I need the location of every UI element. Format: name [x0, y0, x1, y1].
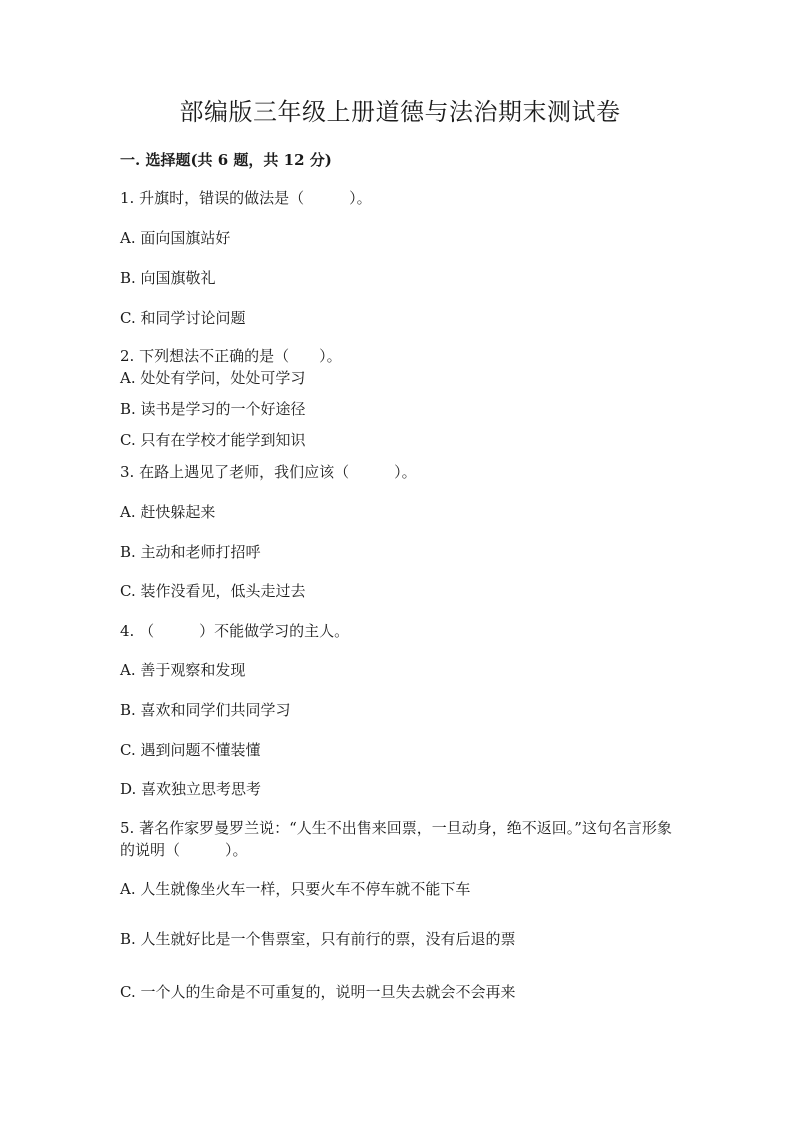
question-5-option-a: A. 人生就像坐火车一样，只要火车不停车就不能下车	[120, 880, 471, 898]
question-2-option-c: C. 只有在学校才能学到知识	[120, 431, 306, 449]
question-1-option-a: A. 面向国旗站好	[120, 229, 231, 247]
question-3-stem: 3. 在路上遇见了老师，我们应该（ ）。	[120, 463, 417, 481]
question-4-option-d: D. 喜欢独立思考思考	[120, 780, 262, 798]
question-3-option-b: B. 主动和老师打招呼	[120, 543, 261, 561]
question-2-option-a: A. 处处有学问，处处可学习	[120, 369, 306, 387]
question-4-option-c: C. 遇到问题不懂装懂	[120, 741, 261, 759]
question-5-option-c: C. 一个人的生命是不可重复的，说明一旦失去就会不会再来	[120, 983, 516, 1001]
question-4-option-b: B. 喜欢和同学们共同学习	[120, 701, 291, 719]
question-5-stem: 5. 著名作家罗曼罗兰说：“人生不出售来回票，一旦动身，绝不返回。”这句名言形象的说明（ ）。	[120, 819, 672, 859]
question-3-option-c: C. 装作没看见，低头走过去	[120, 582, 306, 600]
question-4-stem: 4. （ ）不能做学习的主人。	[120, 622, 350, 640]
question-1-option-b: B. 向国旗敬礼	[120, 269, 216, 287]
question-2-stem: 2. 下列想法不正确的是（ ）。	[120, 347, 342, 365]
question-5-option-b: B. 人生就好比是一个售票室，只有前行的票，没有后退的票	[120, 930, 516, 948]
section-heading: 一. 选择题(共 6 题，共 12 分)	[120, 151, 332, 169]
question-1-stem: 1. 升旗时，错误的做法是（ ）。	[120, 189, 372, 207]
question-1-option-c: C. 和同学讨论问题	[120, 309, 246, 327]
question-4-option-a: A. 善于观察和发现	[120, 661, 246, 679]
question-2-option-b: B. 读书是学习的一个好途径	[120, 400, 306, 418]
question-3-option-a: A. 赶快躲起来	[120, 503, 216, 521]
page-title: 部编版三年级上册道德与法治期末测试卷	[179, 98, 621, 126]
